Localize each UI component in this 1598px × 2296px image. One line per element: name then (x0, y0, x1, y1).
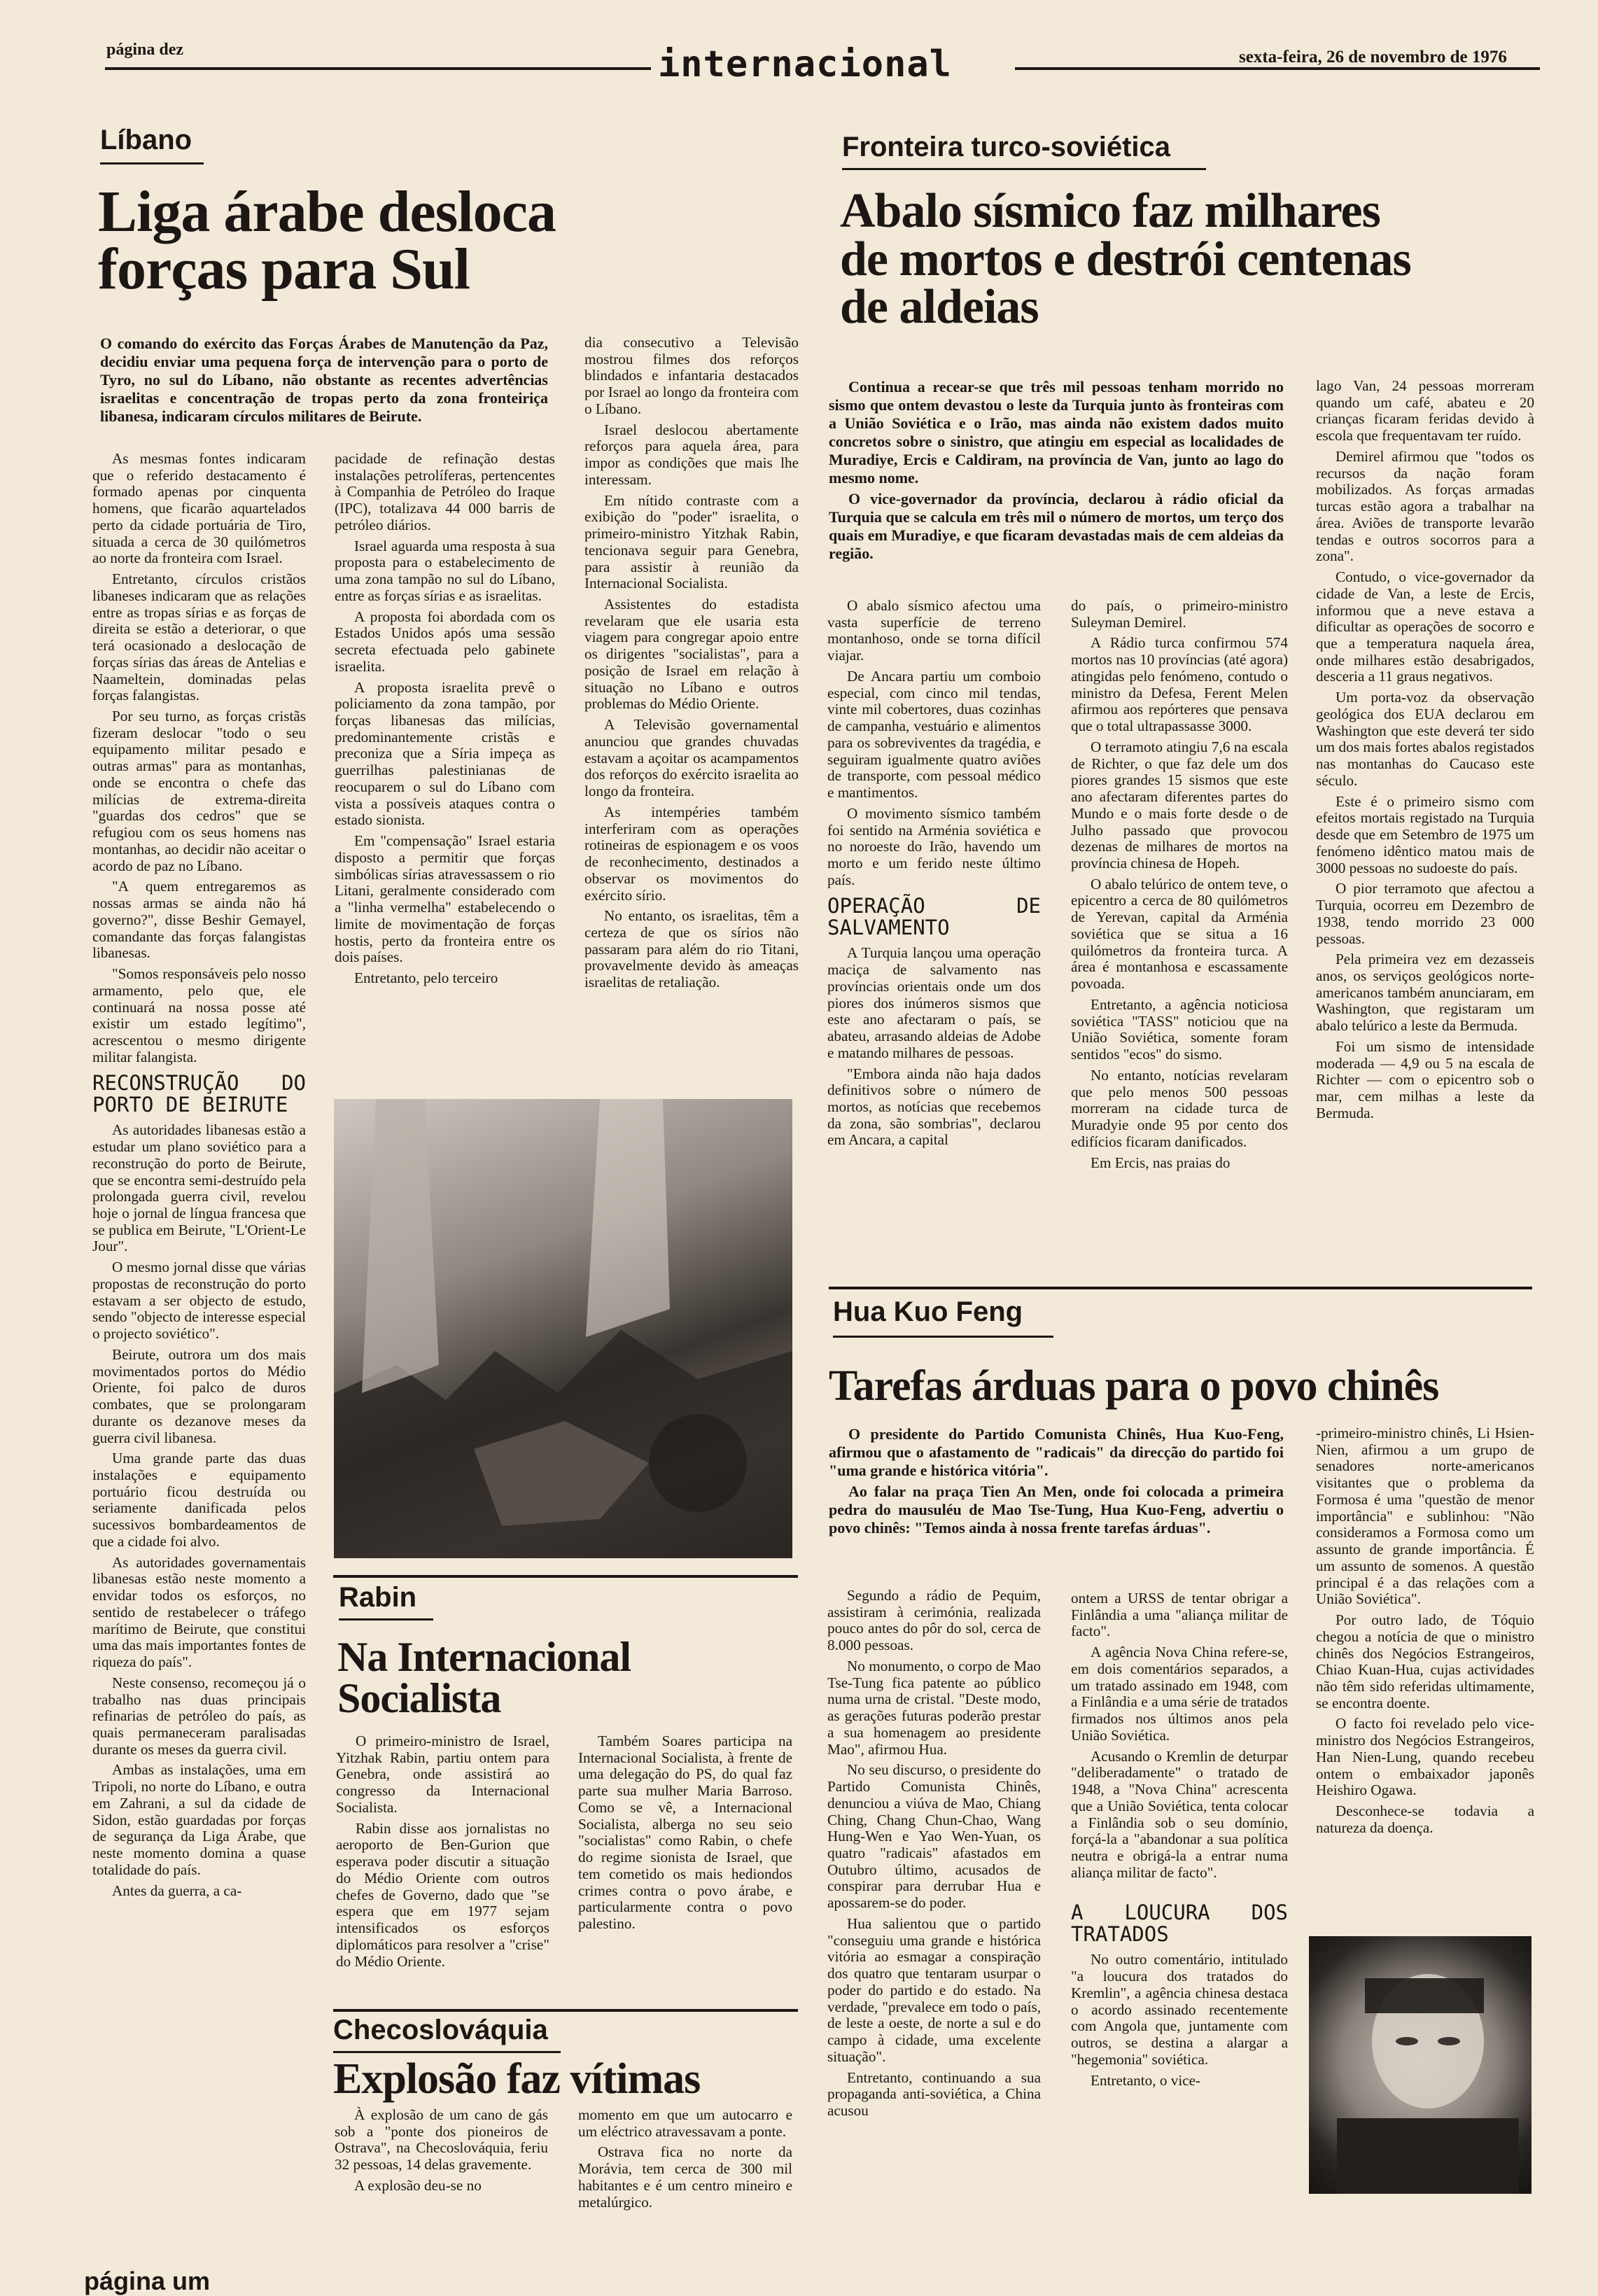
paragraph: Neste consenso, recomeçou já o trabalho nas duas principais refinarias de petróleo do país, as quais permaneceram paralisadas durante os meses da guerra civil. (92, 1674, 306, 1758)
section-title: internacional (658, 43, 952, 85)
rabin-kicker-rule (339, 1618, 433, 1620)
checo-kicker: Checoslováquia (333, 2015, 548, 2045)
subhead-operacao: OPERAÇÃO DE SALVAMENTO (827, 894, 1041, 939)
turco-headline-line-1: Abalo sísmico faz milhares (840, 184, 1380, 238)
footer-page-label: página um (84, 2267, 211, 2295)
hua-column-1 (827, 1588, 1041, 2124)
paragraph: do país, o primeiro-ministro Suleyman Demirel. (1071, 597, 1288, 631)
libano-column-2 (335, 451, 555, 991)
hua-headline: Tarefas árduas para o povo chinês (829, 1362, 1439, 1410)
photo-portrait (1309, 1936, 1532, 2194)
paragraph: Demirel afirmou que "todos os recursos da nação foram mobilizados. As forças armadas turcas estão agora a trabalhar na área. Aviões de transporte levarão tendas e outros socorros para a zona". (1316, 447, 1534, 565)
turco-lead-2: O vice-governador da província, declarou à rádio oficial da Turquia que se calcula em três mil o número de mortos, um terço dos quais em Muradiye, e que ficaram devastadas mais de cem aldeias da região. (829, 489, 1284, 562)
issue-date: sexta-feira, 26 de novembro de 1976 (1239, 48, 1507, 66)
paragraph: Acusando o Kremlin de deturpar "deliberadamente" o tratado de 1948, a "Nova China" acrescenta que a União Soviética, tenta colocar a Finlândia sob o seu domínio, forçá-la a "abandonar a sua política neutra e obrigá-la a entrar numa aliança militar de facto". (1071, 1747, 1288, 1881)
paragraph: Em nítido contraste com a exibição do "poder" israelita, o primeiro-ministro Yitzhak Rabin, tencionava seguir para Genebra, para assistir à reunião da Internacional Socialista. (584, 491, 799, 592)
hua-kicker: Hua Kuo Feng (833, 1296, 1023, 1327)
paragraph: A proposta israelita prevê o policiamento da zona tampão, por forças libanesas das milícias, predominantemente cristãs e preconiza que a Síria impeça as guerrilhas palestinianas de reocuparem o sul do Líbano com vista a possíveis ataques contra o estado sionista. (335, 678, 555, 829)
turco-lead-1: Continua a recear-se que três mil pessoas tenham morrido no sismo que ontem devastou o leste da Turquia junto às fronteiras com a União Soviética e o Irão, mas ainda não existem dados muito concretos sobre o sinistro, que atingiu em especial as localidades de Muradiye, Ercis e Caldiram, na província de Van, junto ao lago do mesmo nome. (829, 378, 1284, 486)
paragraph: O abalo sísmico afectou uma vasta superfície de terreno montanhoso, onde se torna difícil viajar. (827, 597, 1041, 664)
paragraph: Ambas as instalações, uma em Tripoli, no norte do Líbano, e outra em Zahrani, a sul da cidade de Sidon, estão guardadas por forças de segurança da Liga Árabe, que neste momento domina a quase totalidade do país. (92, 1761, 306, 1878)
paragraph: "Embora ainda não haja dados definitivos sobre o número de mortos, as notícias que recebemos da zona, são sombrias", declarou em Ancara, a capital (827, 1065, 1041, 1149)
paragraph: Este é o primeiro sismo com efeitos mortais registado na Turquia desde que em Setembro de 1975 um fenómeno idêntico matou mais de 3000 pessoas no sudoeste do país. (1316, 792, 1534, 876)
paragraph: Ostrava fica no norte da Morávia, tem cerca de 300 mil habitantes e é um centro mineiro e metalúrgico. (578, 2143, 792, 2211)
paragraph: As mesmas fontes indicaram que o referido destacamento é formado apenas por cinquenta homens, que ficarão aquartelados perto da cidade portuária de Tiro, situada a cerca de 30 quilómetros ao norte da fronteira com Israel. (92, 450, 306, 567)
paragraph: Uma grande parte das duas instalações e equipamento portuário ficou destruída ou seriamente danificada pelos sucessivos bombardeamentos de que a cidade foi alvo. (92, 1450, 306, 1550)
paragraph: O facto foi revelado pelo vice-ministro dos Negócios Estrangeiros, Han Nien-Lung, quando recebeu ontem o embaixador japonês Heishiro Ogawa. (1316, 1715, 1534, 1799)
paragraph: O primeiro-ministro de Israel, Yitzhak Rabin, partiu ontem para Genebra, onde assistirá ao congresso da Internacional Socialista. (336, 1732, 549, 1816)
paragraph: A agência Nova China refere-se, em dois comentários separados, a um tratado assinado em 1948, com a Finlândia e a uma série de tratados firmados nos últimos anos pela União Soviética. (1071, 1644, 1288, 1744)
paragraph: As autoridades libanesas estão a estudar um plano soviético para a reconstrução do porto de Beirute, que se encontra semi-destruído pela prolongada guerra civil, revelou hoje o jornal de língua francesa que se publica em Beirute, "L'Orient-Le Jour". (92, 1121, 306, 1255)
hua-column-2 (1071, 1590, 1288, 2093)
turco-headline-line-2: de mortos e destrói centenas (840, 232, 1411, 286)
page-label: página dez (106, 41, 184, 59)
paragraph: -primeiro-ministro chinês, Li Hsien-Nien, afirmou a um grupo de senadores norte-americanos visitantes que o problema da Formosa é uma "questão de menor importância" e sublinhou: "Não consideramos a Formosa como um assunto de grande importância. É um assunto de somenos. A questão principal é a das relações com a União Soviética". (1316, 1424, 1534, 1608)
hua-kicker-rule (833, 1336, 1053, 1338)
paragraph: Por outro lado, de Tóquio chegou a notícia de que o ministro chinês dos Negócios Estrangeiros, Chiao Kuan-Hua, cujas actividades não têm sido referidas ultimamente, se encontra doente. (1316, 1611, 1534, 1712)
subhead-reconstrucao: RECONSTRUÇÃO DO PORTO DE BEIRUTE (92, 1071, 306, 1116)
rabin-headline-line-1: Na Internacional (337, 1634, 631, 1680)
paragraph: A proposta foi abordada com os Estados Unidos após uma sessão secreta efectuada pelo gabinete israelita. (335, 608, 555, 675)
paragraph: A Televisão governamental anunciou que grandes chuvadas estavam a açoitar os acampamentos dos reforços do exército israelita ao longo da fronteira. (584, 716, 799, 800)
paragraph: Pela primeira vez em dezasseis anos, os serviços geológicos norte-americanos também anunciaram, em Washington, que registaram um abalo telúrico a leste da Bermuda. (1316, 951, 1534, 1035)
checo-kicker-rule (333, 2051, 561, 2053)
subhead-loucura: A LOUCURA DOS TRATADOS (1071, 1900, 1288, 1946)
paragraph: As autoridades governamentais libanesas estão neste momento a envidar todos os esforços, no sentido de restabelecer o tráfego marítimo de Beirute, que constitui uma das mais importantes fontes de riqueza do país". (92, 1553, 306, 1671)
turco-column-1 (827, 598, 1041, 1153)
checo-column-2 (578, 2107, 792, 2215)
paragraph: O abalo telúrico de ontem teve, o epicentro a cerca de 80 quilómetros de Yerevan, capital da Arménia soviética que se situa a 16 quilómetros da fronteira turca. A área é montanhosa e escassamente povoada. (1071, 875, 1288, 993)
rabin-headline (337, 1634, 792, 1721)
paragraph: O terramoto atingiu 7,6 na escala de Richter, o que faz dele um dos piores grandes 15 sismos que este ano afectaram diferentes partes do Mundo e o mais forte desde o de Julho passado que provocou dezenas de milhares de mortos na província chinesa de Hopeh. (1071, 738, 1288, 872)
photo-rubble-art (334, 1099, 792, 1558)
paragraph: Em "compensação" Israel estaria disposto a permitir que forças simbólicas sírias atravessassem o rio Litani, geralmente considerado com a "linha vermelha" estabelecendo o limite de movimentação de forças hostis, perto da fronteira entre os dois países. (335, 832, 555, 966)
header-rule-right (1015, 67, 1540, 70)
paragraph: Beirute, outrora um dos mais movimentados portos do Médio Oriente, foi palco de duros combates, que se prolongaram durante os dezanove meses da guerra civil libanesa. (92, 1345, 306, 1446)
turco-kicker: Fronteira turco-soviética (842, 132, 1171, 162)
paragraph: No entanto, notícias revelaram que pelo menos 500 pessoas morreram na cidade turca de Muradyie onde 95 por cento dos edifícios ficaram danificados. (1071, 1066, 1288, 1150)
paragraph: Entretanto, o vice- (1091, 2071, 1201, 2089)
paragraph: Um porta-voz da observação geológica dos EUA declarou em Washington que este deverá ter sido um dos mais fortes abalos registados nas montanhas do Caucaso este século. (1316, 689, 1534, 789)
paragraph: Entretanto, pelo terceiro (354, 969, 498, 987)
hua-lead-1: O presidente do Partido Comunista Chinês, Hua Kuo-Feng, afirmou que o afastamento de "radicais" da direcção do partido foi "uma grande e histórica vitória". (829, 1425, 1284, 1479)
turco-kicker-rule (842, 168, 1206, 170)
turco-headline-line-3: de aldeias (840, 280, 1039, 335)
paragraph: No monumento, o corpo de Mao Tse-Tung fica patente ao público numa urna de cristal. "Deste modo, as gerações futuras poderão prestar a sua homenagem ao presidente Mao", afirmou Hua. (827, 1657, 1041, 1758)
libano-column-3 (584, 335, 799, 995)
turco-column-2 (1071, 598, 1288, 1175)
paragraph: Entretanto, continuando a sua propaganda anti-soviética, a China acusou (827, 2068, 1041, 2120)
paragraph: pacidade de refinação destas instalações petrolíferas, pertencentes à Companhia de Petróleo do Iraque (IPC), totalizava 44 000 barris de petróleo diários. (335, 450, 555, 533)
photo-rubble (334, 1099, 792, 1558)
paragraph: O mesmo jornal disse que várias propostas de reconstrução do porto estavam a ser objecto de estudo, sendo "objecto de interesse especial o projecto soviético". (92, 1259, 306, 1343)
libano-headline-line-2: forças para Sul (98, 237, 470, 302)
paragraph: Israel aguarda uma resposta à sua proposta para o estabelecimento de uma zona tampão no sul do Líbano, entre as forças sírias e as israelitas. (335, 537, 555, 604)
libano-headline (98, 179, 798, 302)
paragraph: A Turquia lançou uma operação maciça de salvamento nas províncias orientais onde um dos piores dos inúmeros sismos que este ano afectaram o país, se abateu, arrasando aldeias de Adobe e matando milhares de pessoas. (827, 944, 1041, 1061)
turco-column-3 (1316, 378, 1534, 1126)
hua-top-rule (829, 1287, 1532, 1289)
paragraph: A explosão deu-se no (354, 2176, 482, 2194)
hua-lead (829, 1425, 1284, 1537)
libano-kicker: Líbano (100, 125, 192, 155)
paragraph: ontem a URSS de tentar obrigar a Finlândia a uma "aliança militar de facto". (1071, 1590, 1288, 1640)
rabin-column-2 (578, 1733, 792, 1937)
rabin-column-1 (336, 1733, 549, 1974)
paragraph: "A quem entregaremos as nossas armas se ainda não há governo?", disse Beshir Gemayel, comandante das forças falangistas libanesas. (92, 878, 306, 962)
paragraph: No seu discurso, o presidente do Partido Comunista Chinês, denunciou a viúva de Mao, Chiang Ching, Chang Chun-Chao, Wang Hung-Wen e Yao Wen-Yuan, os quatro "radicais" afastados em Outubro último, acusados de conspirar para derrubar Hua e apossarem-se do poder. (827, 1761, 1041, 1912)
paragraph: Hua salientou que o partido "conseguiu uma grande e histórica vitória ao esmagar a conspiração dos quatro que tentaram usurpar o poder do partido e do estado. Na verdade, "prevalece em todo o país, de leste a oeste, de norte a sul e do campo à cidade, uma excelente situação". (827, 1914, 1041, 2065)
checo-column-1 (335, 2107, 548, 2199)
paragraph: Entretanto, a agência noticiosa soviética "TASS" noticiou que na União Soviética, somente foram sentidos "ecos" do sismo. (1071, 995, 1288, 1063)
paragraph: As intempéries também interferiram com as operações rotineiras de espionagem e os voos de reconhecimento, destinados a observar os movimentos do exército sírio. (584, 803, 799, 904)
photo-portrait-art (1309, 1936, 1532, 2194)
paragraph: Também Soares participa na Internacional Socialista, à frente de uma delegação do PS, do qual faz parte sua mulher Maria Barroso. Como se vê, a Internacional Socialista, alberga no seu seio "socialistas" como Rabin, o chefe do regime sionista de Israel, que tem cometido os mais hediondos crimes contra o povo árabe, e particularmente contra o povo palestino. (578, 1732, 792, 1933)
rabin-top-rule (333, 1575, 798, 1578)
libano-kicker-rule (100, 162, 204, 164)
rabin-kicker: Rabin (339, 1582, 417, 1613)
checo-top-rule (333, 2009, 798, 2012)
libano-lead: O comando do exército das Forças Árabes de Manutenção da Paz, decidiu enviar uma pequena força de intervenção para o porto de Tyro, no sul do Líbano, não obstante as recentes advertências israelitas e concentração de tropas perto da zona fronteiriça libanesa, indicaram círculos militares de Beirute. (100, 335, 548, 425)
paragraph: Desconhece-se todavia a natureza da doença. (1316, 1802, 1534, 1836)
paragraph: Em Ercis, nas praias do (1091, 1154, 1231, 1171)
turco-headline (840, 184, 1547, 335)
libano-headline-line-1: Liga árabe desloca (98, 179, 556, 244)
paragraph: Antes da guerra, a ca- (112, 1882, 242, 1899)
libano-column-1 (92, 451, 306, 1903)
paragraph: Contudo, o vice-governador da cidade de Van, a leste de Ercis, informou que a neve estava a dificultar as operações de socorro e que a temperatura naquela área, onde milhares estão desabrigados, desceria a 11 graus negativos. (1316, 568, 1534, 685)
turco-lead (829, 378, 1284, 563)
paragraph: No outro comentário, intitulado "a loucura dos tratados do Kremlin", a agência chinesa destaca o acordo assinado recentemente com Angola que, juntamente com outros, se destina a alargar a "hegemonia" soviética. (1071, 1951, 1288, 2068)
header-rule-left (105, 67, 651, 70)
paragraph: Por seu turno, as forças cristãs fizeram deslocar "todo o seu equipamento militar pesado e outras armas" para as montanhas, onde se encontra o chefe das milícias de extrema-direita "guardas dos cedros" que se refugiou com os seus homens nas montanhas, ao decidir não aceitar o acordo de paz no Líbano. (92, 708, 306, 874)
rabin-headline-line-2: Socialista (337, 1674, 501, 1721)
paragraph: "Somos responsáveis pelo nosso armamento, pelo que, ele continuará na nossa posse até existir um estado legítimo", acrescentou o mesmo dirigente militar falangista. (92, 965, 306, 1065)
paragraph: Israel deslocou abertamente reforços para aquela área, para impor as condições que mais lhe interessam. (584, 421, 799, 488)
checo-headline: Explosão faz vítimas (333, 2055, 701, 2103)
hua-lead-2: Ao falar na praça Tien An Men, onde foi colocada a primeira pedra do mausuléu de Mao Tse-Tung, Hua Kuo-Feng, advertiu o povo chinês: "Temos ainda à nossa frente tarefas árduas". (829, 1482, 1284, 1536)
paragraph: O movimento sísmico também foi sentido na Arménia soviética e no noroeste do Irão, havendo um morto e um ferido neste último país. (827, 804, 1041, 888)
paragraph: À explosão de um cano de gás sob a "ponte dos pioneiros de Ostrava", na Checoslováquia, feriu 32 pessoas, 14 delas gravemente. (335, 2106, 548, 2174)
paragraph: lago Van, 24 pessoas morreram quando um café, abateu e 20 crianças ficaram feridas devido à escola que frequentavam ter ruído. (1316, 377, 1534, 444)
paragraph: Segundo a rádio de Pequim, assistiram à cerimónia, realizada pouco antes do pôr do sol, cerca de 8.000 pessoas. (827, 1587, 1041, 1654)
paragraph: dia consecutivo a Televisão mostrou filmes dos reforços blindados e infantaria destacados por Israel ao longo da fronteira com o Líbano. (584, 334, 799, 417)
paragraph: momento em que um autocarro e um eléctrico atravessavam a ponte. (578, 2106, 792, 2140)
paragraph: Assistentes do estadista revelaram que ele usaria esta viagem para congregar apoio entre os dirigentes "socialistas", para a posição de Israel em relação à situação no Líbano e outros problemas do Médio Oriente. (584, 596, 799, 713)
paragraph: Entretanto, círculos cristãos libaneses indicaram que as relações entre as tropas sírias e as forças de direita se estão a deteriorar, o que terá ocasionado a deslocação de forças sírias das áreas de Antelias e Naameltein, dominadas pelas forças falangistas. (92, 570, 306, 704)
paragraph: No entanto, os israelitas, têm a certeza de que os sírios não passaram para além do rio Titani, provavelmente devido às ameaças israelitas de retaliação. (584, 907, 799, 991)
paragraph: O pior terramoto que afectou a Turquia, ocorreu em Dezembro de 1938, tendo morrido 23 000 pessoas. (1316, 880, 1534, 947)
paragraph: A Rádio turca confirmou 574 mortos nas 10 províncias (até agora) atingidas pelo fenómeno, contudo o ministro da Defesa, Ferent Melen afirmou aos repórteres que pensava que o total ultrapassasse 3000. (1071, 634, 1288, 735)
hua-column-3 (1316, 1425, 1534, 1841)
paragraph: De Ancara partiu um comboio especial, com cinco mil tendas, vinte mil cobertores, duas cozinhas de campanha, vestuário e alimentos para os sobreviventes da tragédia, e seguiram igualmente quatro aviões de transporte, com pessoal médico e mantimentos. (827, 667, 1041, 802)
paragraph: Foi um sismo de intensidade moderada — 4,9 ou 5 na escala de Richter — com o epicentro sob o mar, cem milhas a leste da Bermuda. (1316, 1037, 1534, 1121)
paragraph: Rabin disse aos jornalistas no aeroporto de Ben-Gurion que esperava poder discutir a situação do Médio Oriente com outros chefes de Governo, dado que "se espera que em 1977 sejam intensificados os esforços diplomáticos para resolver a "crise" do Médio Oriente. (336, 1819, 549, 1970)
